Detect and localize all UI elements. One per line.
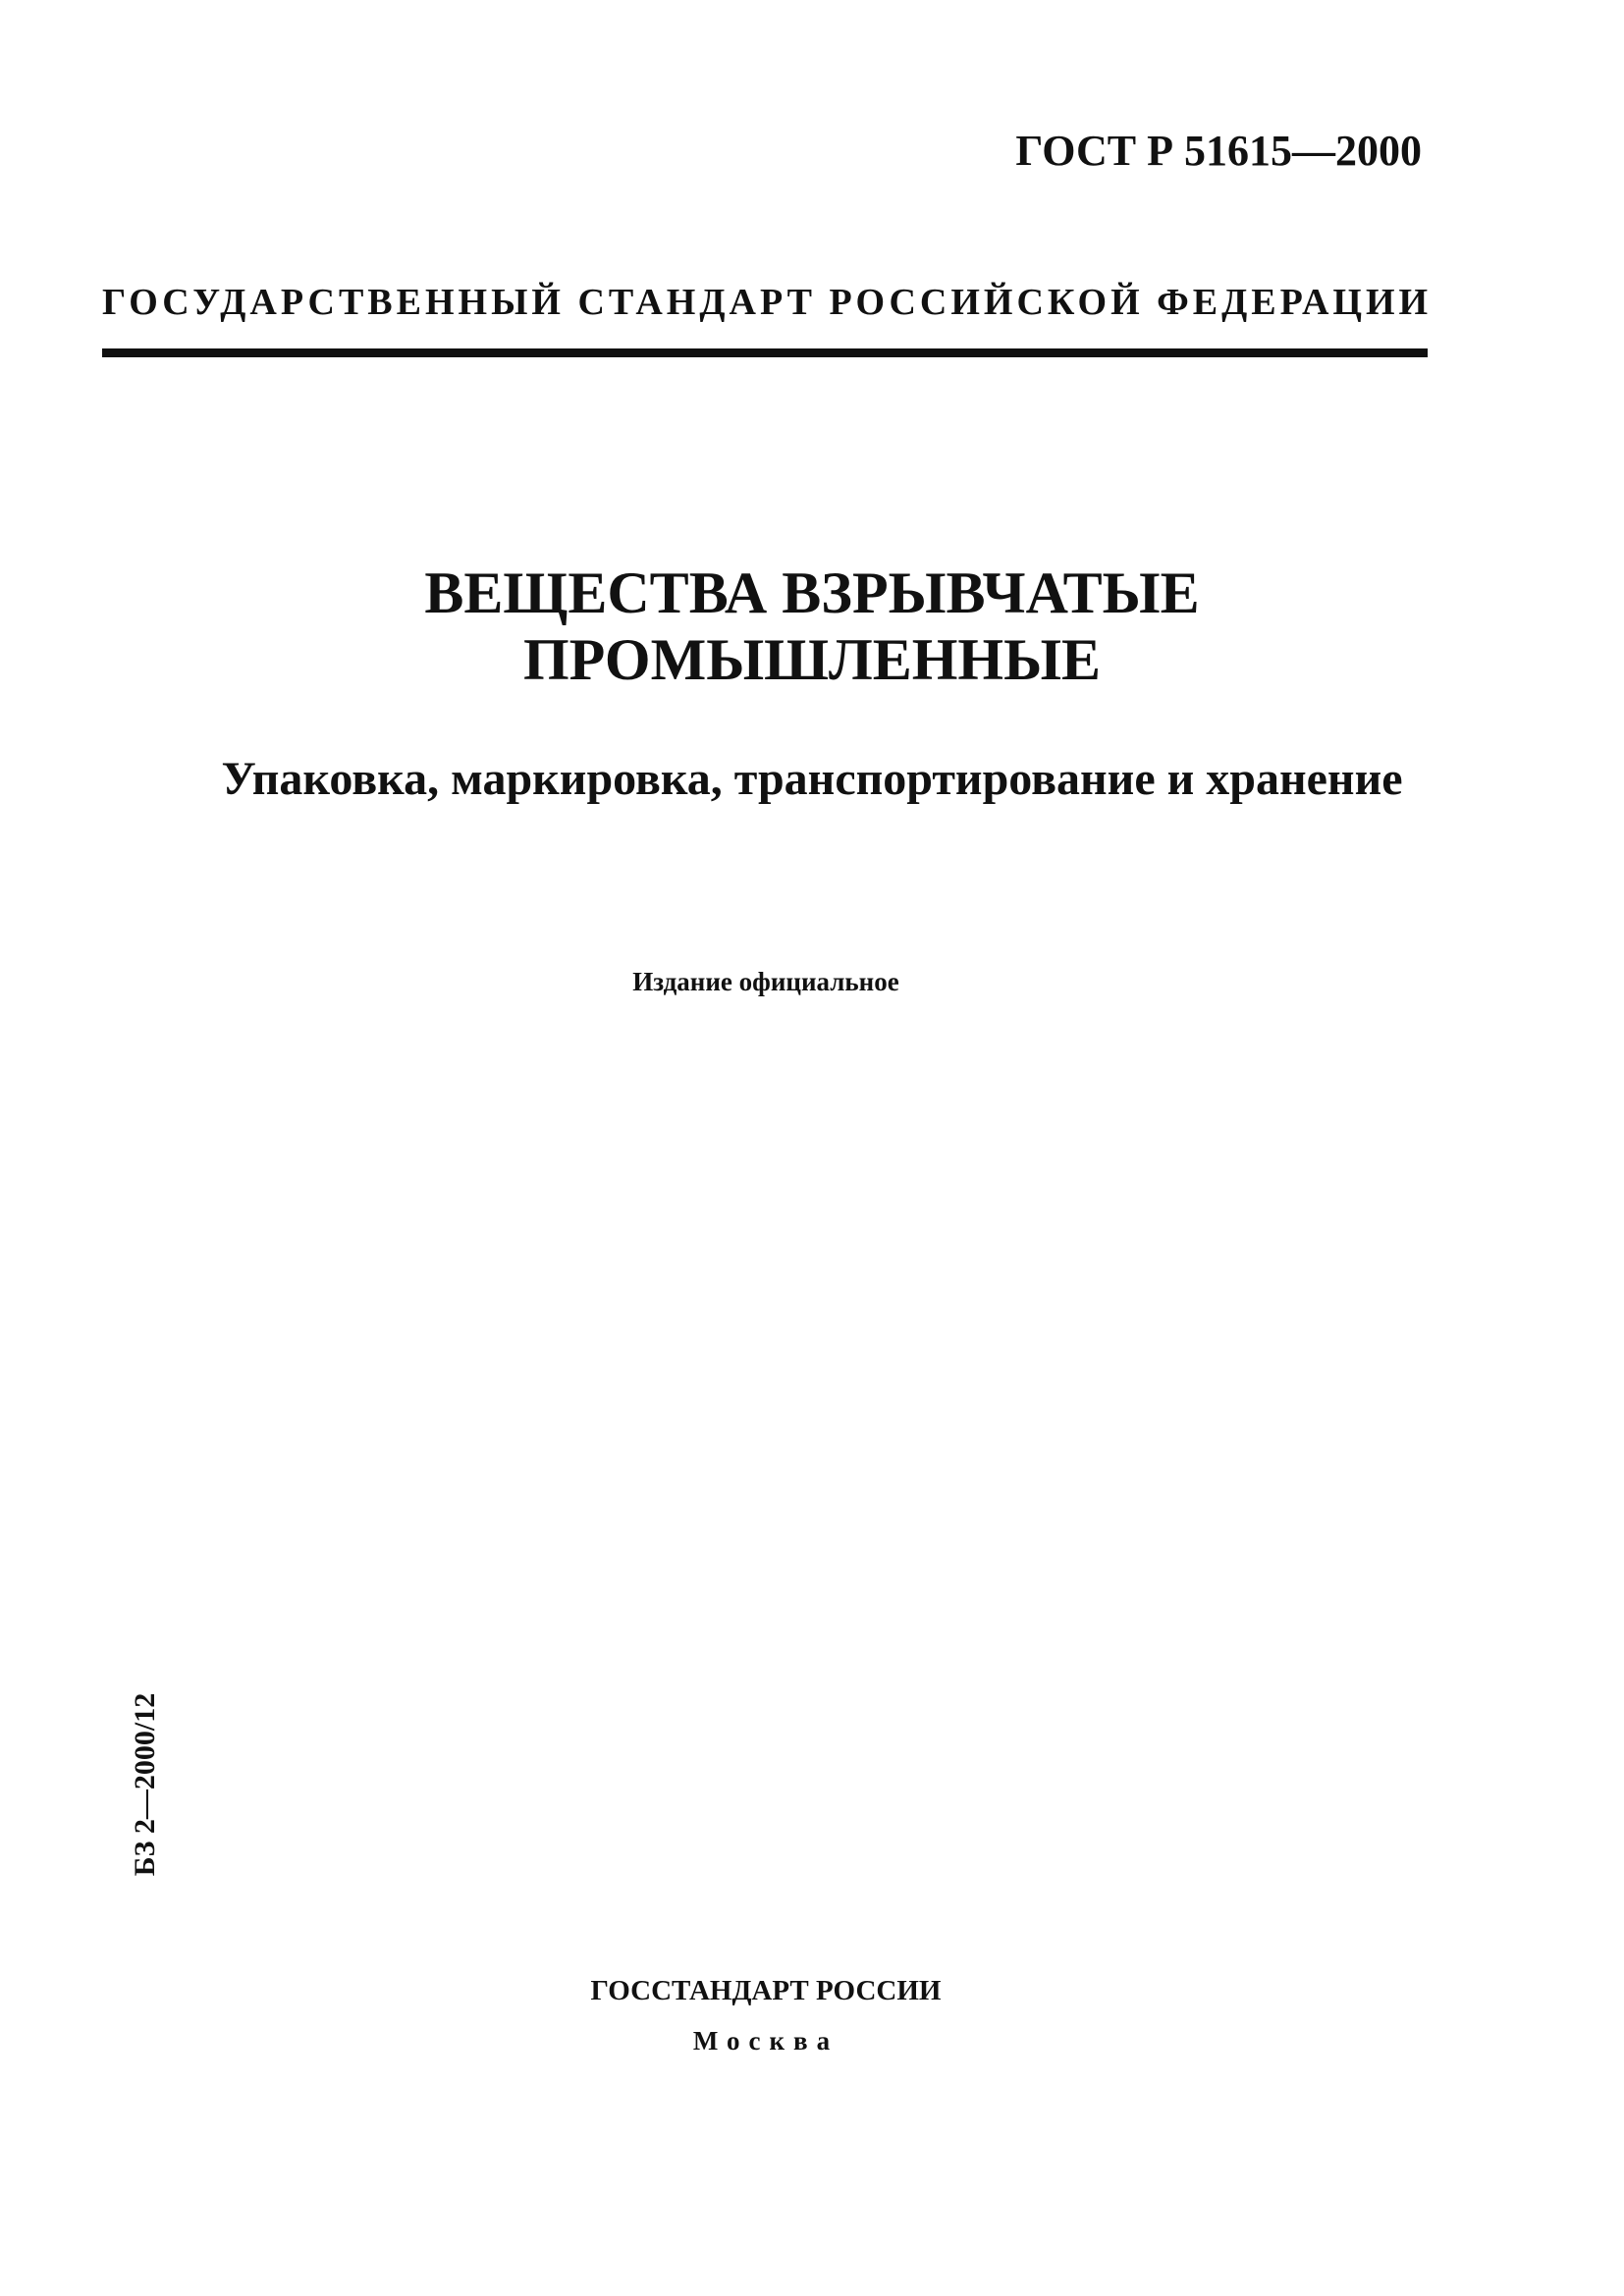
title-line-1: ВЕЩЕСТВА ВЗРЫВЧАТЫЕ <box>424 561 1200 625</box>
edition-label: Издание официальное <box>632 967 899 996</box>
document-number: ГОСТ Р 51615—2000 <box>1015 127 1422 175</box>
publisher: ГОССТАНДАРТ РОССИИ <box>590 1975 942 2006</box>
side-code: БЗ 2—2000/12 <box>129 1692 161 1877</box>
standard-header: ГОСУДАРСТВЕННЫЙ СТАНДАРТ РОССИЙСКОЙ ФЕДЕРАЦИИ <box>102 282 1433 323</box>
publisher-city: Москва <box>692 2026 839 2056</box>
title-line-2: ПРОМЫШЛЕННЫЕ <box>522 627 1102 692</box>
header-rule <box>102 348 1428 357</box>
document-subtitle: Упаковка, маркировка, транспортирование и хранение <box>221 753 1403 805</box>
document-title <box>0 560 1624 693</box>
